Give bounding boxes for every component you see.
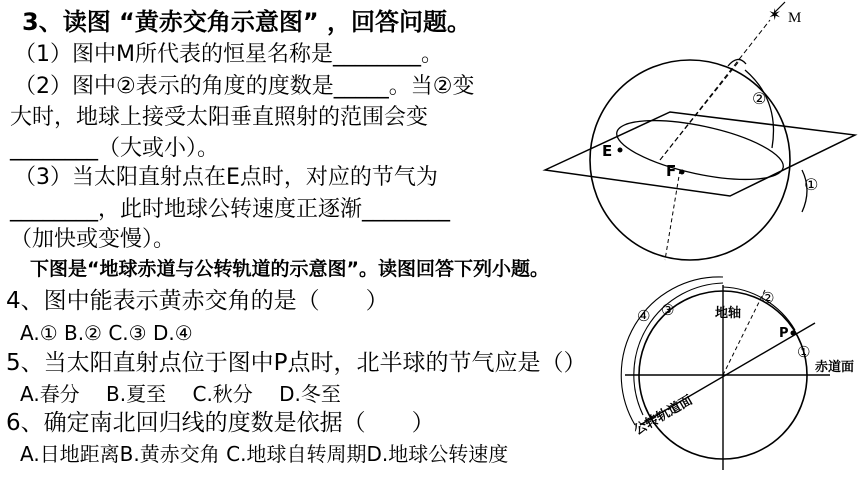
fig2-label-2: ② xyxy=(761,289,775,307)
label-earth-axis: 地轴 xyxy=(715,306,742,321)
question-4-options: A.① B.② C.③ D.④ xyxy=(20,321,193,345)
star-icon: ✶ xyxy=(768,5,782,24)
equator-ellipse xyxy=(612,109,788,191)
question-4-stem: 4、图中能表示黄赤交角的是（ ） xyxy=(6,288,389,314)
fig2-label-4: ④ xyxy=(637,307,651,325)
label-equator: 赤道面 xyxy=(815,360,855,375)
question-3-part2-line1: （2）图中②表示的角度的度数是_____。当②变 xyxy=(14,74,475,99)
label-2: ② xyxy=(752,89,767,108)
pole-line xyxy=(660,60,740,160)
point-p xyxy=(791,331,796,336)
vertical-line xyxy=(665,170,680,260)
question-3-part2-line3: ________（大或小）。 xyxy=(10,136,220,161)
figure-intro: 下图是“地球赤道与公转轨道的示意图”。读图回答下列小题。 xyxy=(30,258,549,280)
label-orbit: 公转轨道面 xyxy=(631,392,696,439)
label-f: F xyxy=(666,162,677,180)
question-3-title: 3、读图 “黄赤交角示意图” ，回答问题。 xyxy=(22,8,471,36)
question-5-stem: 5、当太阳直射点位于图中P点时，北半球的节气应是（） xyxy=(6,350,587,376)
question-3-part2-line2: 大时，地球上接受太阳垂直照射的范围会变 xyxy=(10,105,429,130)
label-1: ① xyxy=(804,175,819,194)
question-6-stem: 6、确定南北回归线的度数是依据（ ） xyxy=(6,410,435,436)
question-3-part3-line3: （加快或变慢）。 xyxy=(10,227,176,252)
angle-2-arc xyxy=(745,70,773,148)
question-3-part3-line2: ________，此时地球公转速度正逐渐________ xyxy=(10,197,451,222)
question-3-part3-line1: （3）当太阳直射点在E点时，对应的节气为 xyxy=(14,165,438,190)
question-5-options: A.春分 B.夏至 C.秋分 D.冬至 xyxy=(20,382,341,406)
point-f xyxy=(680,170,685,175)
equator-orbit-diagram xyxy=(615,275,860,484)
label-p: P xyxy=(779,326,789,341)
question-3-part1: （1）图中M所代表的恒星名称是________。 xyxy=(14,42,443,67)
arc-3 xyxy=(634,283,723,415)
question-6-options: A.日地距离B.黄赤交角 C.地球自转周期D.地球公转速度 xyxy=(20,442,509,466)
fig2-label-1: ① xyxy=(797,343,811,361)
fig2-label-3: ③ xyxy=(661,301,675,319)
tilted-axis xyxy=(723,290,765,375)
obliquity-diagram xyxy=(540,0,860,270)
label-m: M xyxy=(788,10,802,26)
label-e: E xyxy=(602,142,613,160)
point-e xyxy=(618,148,623,153)
